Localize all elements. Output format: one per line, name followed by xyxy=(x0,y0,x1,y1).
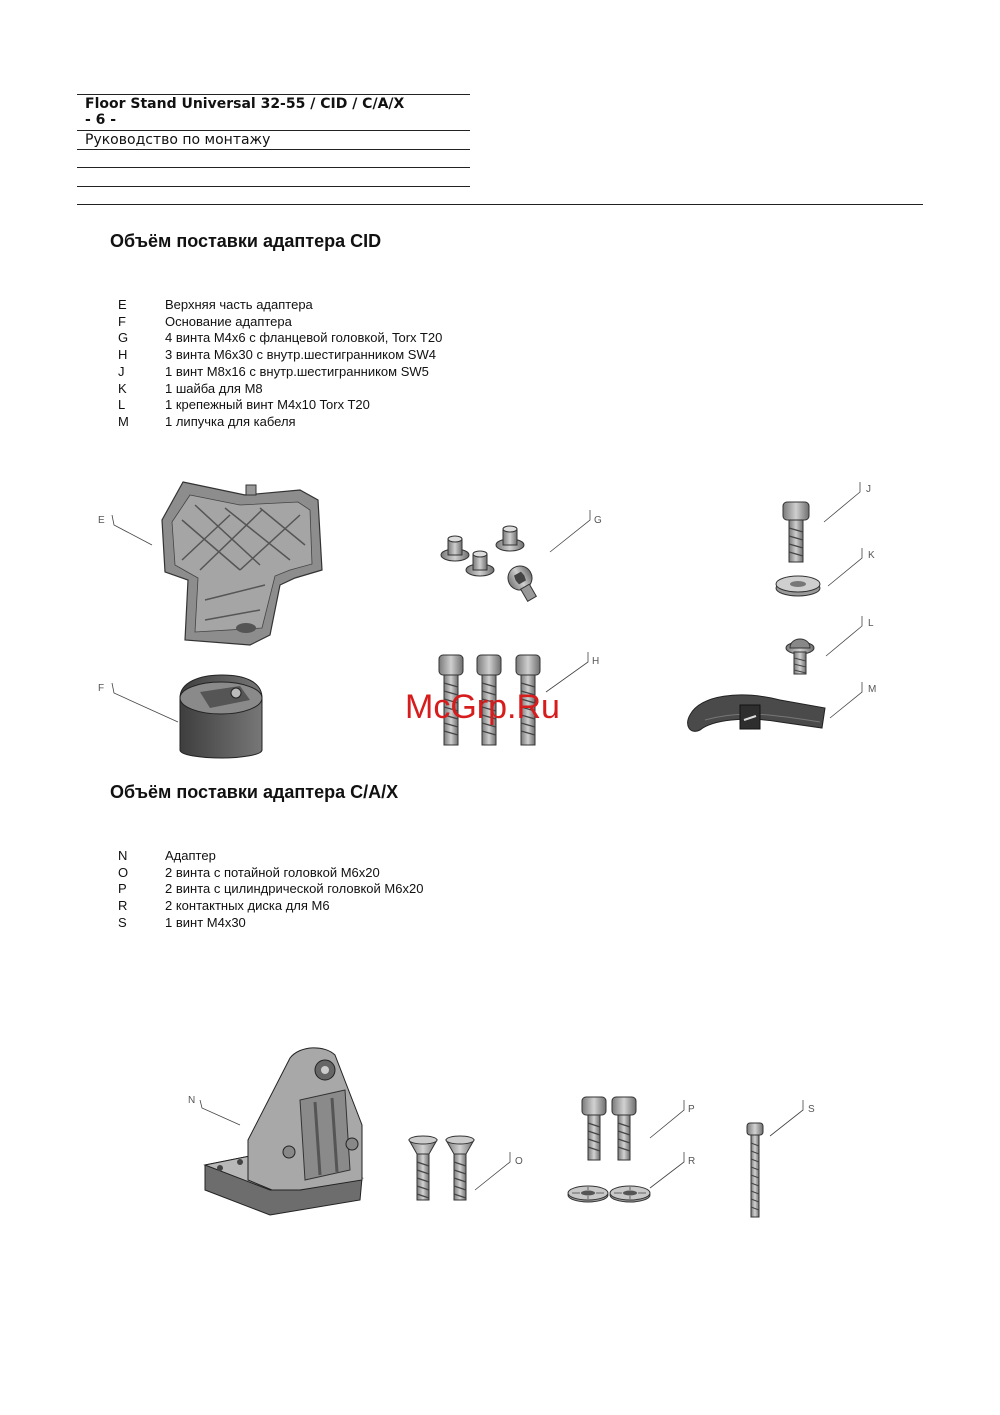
cable-strap-part-m xyxy=(688,695,825,731)
leader-line-l xyxy=(826,616,862,656)
figure-label-r: R xyxy=(688,1156,696,1167)
countersunk-screws-part-o xyxy=(409,1136,474,1200)
list-item: K 1 шайба для M8 xyxy=(118,380,263,396)
leader-line-g xyxy=(550,510,590,552)
figure-label-m: M xyxy=(868,684,877,695)
header-rule-1 xyxy=(77,130,470,131)
leader-line-m xyxy=(830,682,862,718)
leader-line-n xyxy=(200,1100,240,1125)
page-number: - 6 - xyxy=(85,112,117,128)
cax-parts-illustration xyxy=(0,1040,1000,1230)
list-item: H 3 винта M6x30 с внутр.шестигранником SW4 xyxy=(118,347,436,363)
figure-label-j: J xyxy=(866,484,871,495)
figure-label-p: P xyxy=(688,1104,695,1115)
list-item: L 1 крепежный винт M4x10 Torx T20 xyxy=(118,397,370,413)
figure-label-s: S xyxy=(808,1104,815,1115)
adapter-part-n xyxy=(205,1048,362,1215)
list-item: O 2 винта с потайной головкой M6x20 xyxy=(118,864,380,880)
header-rule-2 xyxy=(77,149,470,150)
section-heading-cax: Объём поставки адаптера C/A/X xyxy=(110,782,399,802)
adapter-base-part-f xyxy=(180,675,262,758)
leader-line-e xyxy=(112,515,152,545)
parts-list-cax xyxy=(118,848,423,932)
washer-part-k xyxy=(776,576,820,596)
header-rule-3 xyxy=(77,167,470,168)
contact-discs-part-r xyxy=(568,1186,650,1202)
leader-line-p xyxy=(650,1100,684,1138)
figure-label-o: O xyxy=(515,1156,523,1167)
list-item: N Адаптер xyxy=(118,848,216,863)
list-item: F Основание адаптера xyxy=(118,313,292,329)
figure-label-e: E xyxy=(98,515,105,526)
flange-screws-part-g xyxy=(441,526,542,605)
list-item: P 2 винта с цилиндрической головкой M6x20 xyxy=(118,881,424,897)
document-subtitle: Руководство по монтажу xyxy=(85,132,271,148)
figure-label-k: K xyxy=(868,550,875,561)
list-item: M 1 липучка для кабеля xyxy=(118,413,296,429)
list-item: E Верхняя часть адаптера xyxy=(118,297,313,312)
page-divider xyxy=(77,204,923,205)
torx-screw-part-l xyxy=(786,639,814,674)
leader-line-o xyxy=(475,1152,510,1190)
figure-label-l: L xyxy=(868,618,874,629)
figure-label-h: H xyxy=(592,656,600,667)
section-heading-cid: Объём поставки адаптера CID xyxy=(110,231,382,251)
screw-part-j xyxy=(783,502,809,562)
header-rule-4 xyxy=(77,186,470,187)
leader-line-k xyxy=(828,548,862,586)
adapter-top-part-e xyxy=(162,482,322,645)
header-rule-top xyxy=(77,94,470,95)
parts-list-cid xyxy=(118,297,442,431)
list-item: S 1 винт M4x30 xyxy=(118,914,246,930)
list-item: G 4 винта M4x6 с фланцевой головкой, Torx T20 xyxy=(118,330,443,346)
leader-line-h xyxy=(546,652,588,692)
figure-label-n: N xyxy=(188,1095,196,1106)
watermark: McGrp.Ru xyxy=(405,688,560,726)
document-title: Floor Stand Universal 32-55 / CID / C/A/X xyxy=(85,96,405,112)
long-screw-part-s xyxy=(747,1123,763,1217)
figure-label-g: G xyxy=(594,515,602,526)
leader-line-s xyxy=(770,1100,803,1136)
figure-label-f: F xyxy=(98,683,105,694)
leader-line-j xyxy=(824,482,860,522)
cylinder-screws-part-p xyxy=(582,1097,636,1160)
leader-line-f xyxy=(112,683,178,722)
list-item: J 1 винт M8x16 с внутр.шестигранником SW5 xyxy=(118,363,429,379)
leader-line-r xyxy=(650,1152,684,1188)
list-item: R 2 контактных диска для M6 xyxy=(118,898,330,914)
